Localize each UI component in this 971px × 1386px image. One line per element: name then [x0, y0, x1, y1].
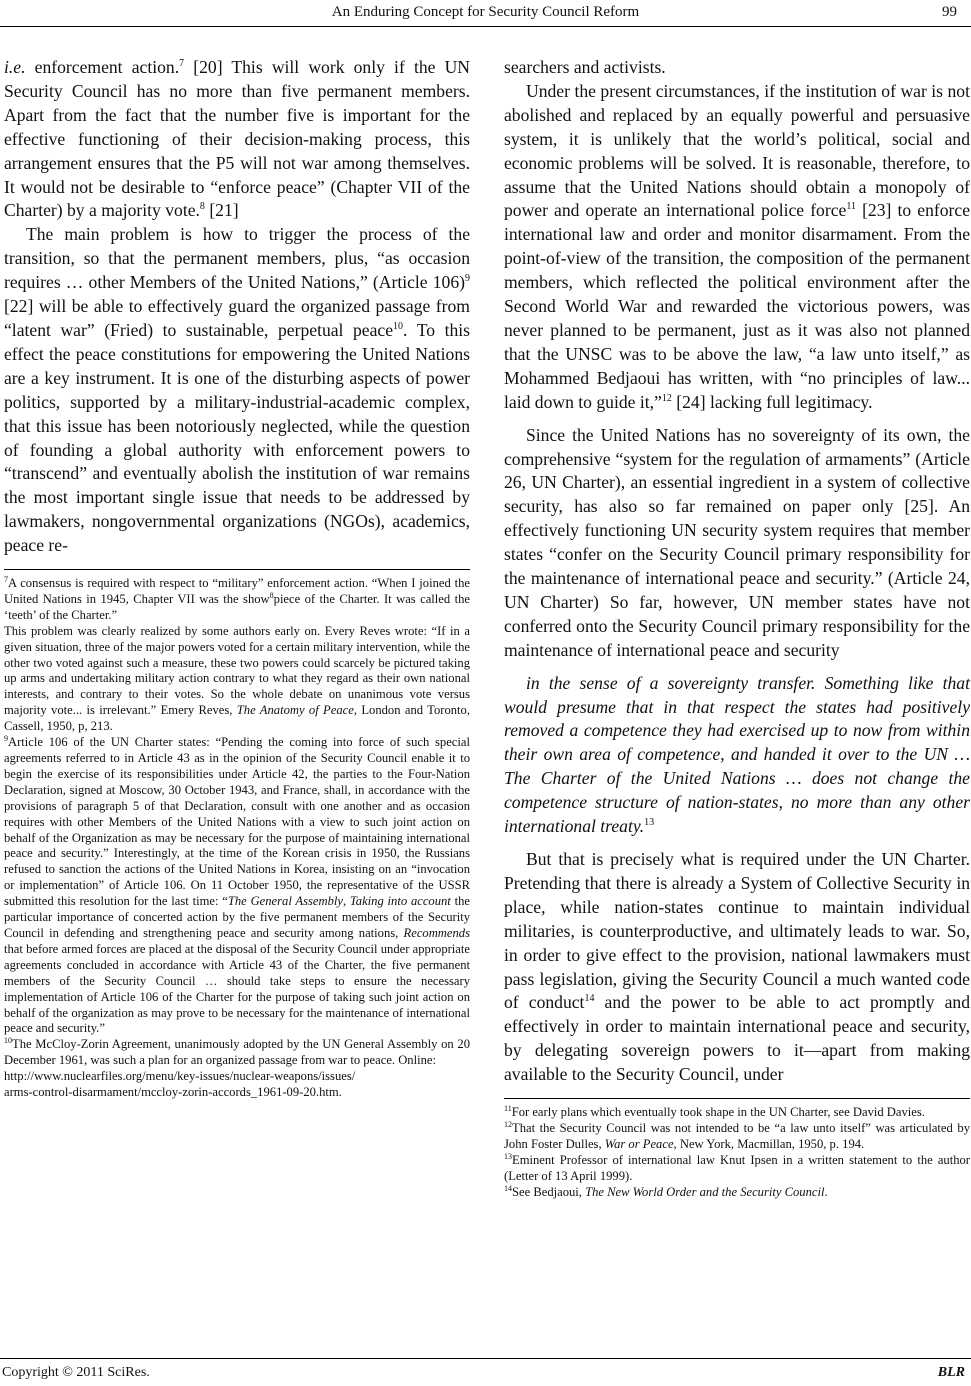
- footnote-number: 7: [4, 575, 8, 585]
- paragraph-text: [21]: [204, 200, 239, 221]
- quote-text: and handed it over to the UN … The Charter of the United Nations … does not change the competence structure of nation-states: [504, 744, 971, 813]
- quote-text: no more than any other international treaty.: [504, 792, 970, 837]
- url-line: arms-control-disarmament/mccloy-zorin-accords_1961-09-20.htm.: [4, 1085, 342, 1100]
- header-rule: [0, 26, 971, 27]
- footnote-text: The McCloy-Zorin Agreement, unanimously adopted by the UN General Assembly on 20 December 1961, was such a plan for an organized passage from war to peace. Online:: [4, 1037, 470, 1068]
- paragraph-text: [23] to enforce international law and order and monitor disarmament. From the point-of-view of the transition, the composition of the permanent members, which reflected the political environment after the Second World War and rewarded the victorious powers, was never planned to be permanent, just as it was also not planned that the UNSC was to be above the law, “a law unto itself,” as Mohammed Bedjaoui has written, with “no principles of law... laid down to guide it,”: [504, 200, 970, 412]
- paragraph-text: [22] will be able to effectively guard the organized passage from “latent war” (Fried) to sustainable, perpetual peace: [4, 296, 470, 340]
- footnote-ref: 10: [393, 320, 404, 332]
- footnote-11: [504, 1105, 970, 1121]
- footnote-14: [504, 1185, 970, 1201]
- footer-rule: [0, 1358, 971, 1359]
- italic-text: The General Assembly: [227, 894, 343, 909]
- footnote-ref: 13: [644, 817, 655, 829]
- italic-text: Recommends: [403, 925, 470, 940]
- body-paragraph: [4, 223, 470, 558]
- footnote-rule: [4, 569, 470, 570]
- footnote-text: See Bedjaoui,: [512, 1184, 586, 1199]
- copyright-notice: Copyright © 2011 SciRes.: [2, 1365, 150, 1380]
- footnote-text: Eminent Professor of international law Knut Ipsen in a written statement to the author (Letter of 13 April 1999).: [504, 1152, 970, 1183]
- body-paragraph: [4, 56, 470, 223]
- footnote-text: For early plans which eventually took shape in the UN Charter, see David Davies.: [511, 1105, 925, 1120]
- paragraph-text: The main problem is how to trigger the process of the transition, so that the permanent members, plus, “as occasion requires … other Members of the United Nations,” (Article 106): [4, 224, 470, 293]
- footnote-rule: [504, 1098, 970, 1099]
- page-number: 99: [942, 4, 957, 20]
- footnote-number: 14: [504, 1183, 512, 1193]
- footnote-text: , New York, Macmillan, 1950, p. 194.: [673, 1136, 865, 1151]
- running-head: [0, 4, 971, 28]
- footnote-ref: 9: [465, 273, 470, 285]
- footnote-text: Article 106 of the UN Charter states: “Pending the coming into force of such special agreements referred to in Article 43 as in the opinion of the Security Council enable it to begin the exercise of its responsibilities under Article 42, the parties to the Four-Nation Declaration, signed at Moscow, 30 October 1943, and France, shall, in accordance with the provisions of paragraph 5 of that Declaration, consult with one another and as occasion requires with other Members of the United Nations with a view to such joint action on behalf of the Organization as may be necessary for the purpose of maintaining international peace and security.” Interestingly, at the time of the Korean crisis in 1950, the Russians refused to sanction the actions of the United Nations in Korea, insisting on an “invocation or implementation” of Article 106. On 11 October 1950, the representative of the USSR submitted this resolution for the last time: “: [4, 735, 470, 909]
- footnote-12: [504, 1121, 970, 1153]
- footnote-ref: 7: [179, 58, 185, 69]
- paragraph-text: Under the present circumstances, if the institution of war is not abolished and replaced by an equally powerful and persuasive system, it is unlikely that the world’s political, social and economic problems will be solved. It is reasonable, therefore, to assume that the United Nations should obtain a monopoly of power and operate an international police force: [504, 80, 970, 221]
- journal-abbreviation: BLR: [937, 1365, 965, 1380]
- footnote-number: 12: [504, 1119, 512, 1129]
- footnote-text: This problem was clearly realized by some authors early on. Every Reves wrote: “If in a given situation, three of the major powers voted for a certain military intervention, while the other two voted against such a measure, these two powers could scarcely be pictured taking up arms and undertaking military action contrary to what they regard as their own national interests, and contrary to their votes. So the whole debate on unanimous vote versus majority vote... is irrelevant.” Emery Reves,: [4, 623, 470, 718]
- footnote-number: 13: [504, 1151, 512, 1161]
- footnote-number: 11: [504, 1104, 512, 1114]
- footnote-text: the particular importance of concerted action by the five permanent members of the Security Council in defending and strengthening peace and security among nations,: [4, 894, 470, 940]
- footnote-url: [4, 1069, 470, 1101]
- footnote-text: .: [824, 1184, 828, 1199]
- footnote-text: that before armed forces are placed at the disposal of the Security Council under appropriate agreements concluded in accordance with Article 43 of the Charter, the five permanent members of the Security Council … should take steps to ensure the necessary implementation of Article 106 of the Charter for the purpose of taking such joint action on behalf of the organization as may prove to be necessary for the maintenance of international peace and security.”: [4, 941, 470, 1036]
- footnote-text: A consensus is required with respect to “military” enforcement action. “When I joined the United Nations in 1945, Chapter VII was the show: [4, 576, 470, 606]
- footnote-ref: 8: [199, 201, 205, 213]
- book-title: The Anatomy of Peace: [236, 703, 354, 718]
- block-quote: [504, 672, 970, 839]
- paragraph-text: But that is precisely what is required under the UN Charter. Pretending that there is already a System of Collective Security in place, while nation-states continue to maintain individual militaries, is counterproductive, and ultimately leads to war. So, in order to give effect to the provision, national lawmakers must pass legislation, giving the Security Council a much wanted code of conduct: [504, 849, 970, 1013]
- footnote-8: [4, 624, 470, 735]
- left-column: [4, 56, 470, 1101]
- body-paragraph: searchers and activists.: [504, 57, 666, 77]
- quote-text: ,: [720, 744, 732, 765]
- footnote-text: , London and Toronto, Cassell, 1950, p, 213.: [4, 703, 470, 734]
- book-title: The New World Order and the Security Council: [585, 1184, 825, 1199]
- footnote-ref: 11: [846, 201, 856, 213]
- body-paragraph: [504, 848, 970, 1087]
- paragraph-text: and the power to be able to act promptly and effectively in order to maintain international peace and security, by delegating sovereign powers to it—apart from making available to the Security Council, under: [504, 992, 970, 1085]
- paragraph-text: [20] This will work only if the UN Security Council has no more than five permanent members. Apart from the fact that the number five is important for the effective functioning of their decision-making process, this arrangement ensures that the P5 will not war among themselves. It would not be desirable to “enforce peace” (Chapter VII of the Charter) by a majority vote.: [4, 57, 471, 221]
- footnote-ref: 14: [584, 993, 595, 1005]
- quote-text: in the sense of a sovereignty transfer. Something like that would presume that in that respect the states had positively removed a competence they had exercised up to now from within their own area of competence: [504, 672, 970, 765]
- body-paragraph: [504, 80, 970, 415]
- footnote-10: [4, 1037, 470, 1069]
- paragraph-text: enforcement action.: [25, 57, 180, 77]
- footnote-number: 8: [269, 590, 274, 600]
- right-column: [504, 56, 970, 1201]
- footnote-number: 10: [4, 1036, 12, 1046]
- footnote-13: [504, 1153, 970, 1185]
- paragraph-text: [24] lacking full legitimacy.: [671, 391, 873, 412]
- footnote-7: [4, 576, 470, 624]
- book-title: War or Peace: [604, 1136, 674, 1151]
- footnote-number: 9: [4, 734, 8, 744]
- body-paragraph: Since the United Nations has no sovereignty of its own, the comprehensive “system for the regulation of armaments” (Article 26, UN Charter), an essential ingredient in a system of collective security, has also so far remained on paper only [25]. An effectively functioning UN security system requires that member states “confer on the Security Council primary responsibility for the maintenance of international peace and security.” (Article 24, UN Charter) So far, however, UN member states have not conferred onto the Security Council primary responsibility for the maintenance of international peace and security: [504, 424, 970, 660]
- url-line: http://www.nuclearfiles.org/menu/key-issues/nuclear-weapons/issues/: [4, 1069, 356, 1084]
- footnote-text: piece of the Charter. It was called the ‘teeth’ of the Charter.”: [4, 591, 470, 622]
- running-title: An Enduring Concept for Security Council Reform: [331, 4, 640, 20]
- footnote-text: ,: [342, 894, 350, 909]
- paragraph-text: . To this effect the peace constitutions for empowering the United Nations are a key instrument. It is one of the disturbing aspects of power politics, supported by a military-industrial-academic complex, that this issue has been notoriously neglected, while the question of founding a global authority with enforcement powers to “transcend” and eventually abolish the institution of war remains the most important single issue that needs to be addressed by lawmakers, nongovernmental organizations (NGOs), academics, peace re-: [4, 319, 470, 556]
- footnote-9: [4, 735, 470, 1037]
- footnote-text: That the Security Council was not intended to be “a law unto itself” was articulated by John Foster Dulles,: [504, 1120, 970, 1151]
- italic-text: i.e.: [4, 57, 26, 77]
- italic-text: Taking into account: [349, 894, 451, 909]
- quote-text: ,: [778, 792, 791, 813]
- footnote-ref: 12: [661, 392, 672, 404]
